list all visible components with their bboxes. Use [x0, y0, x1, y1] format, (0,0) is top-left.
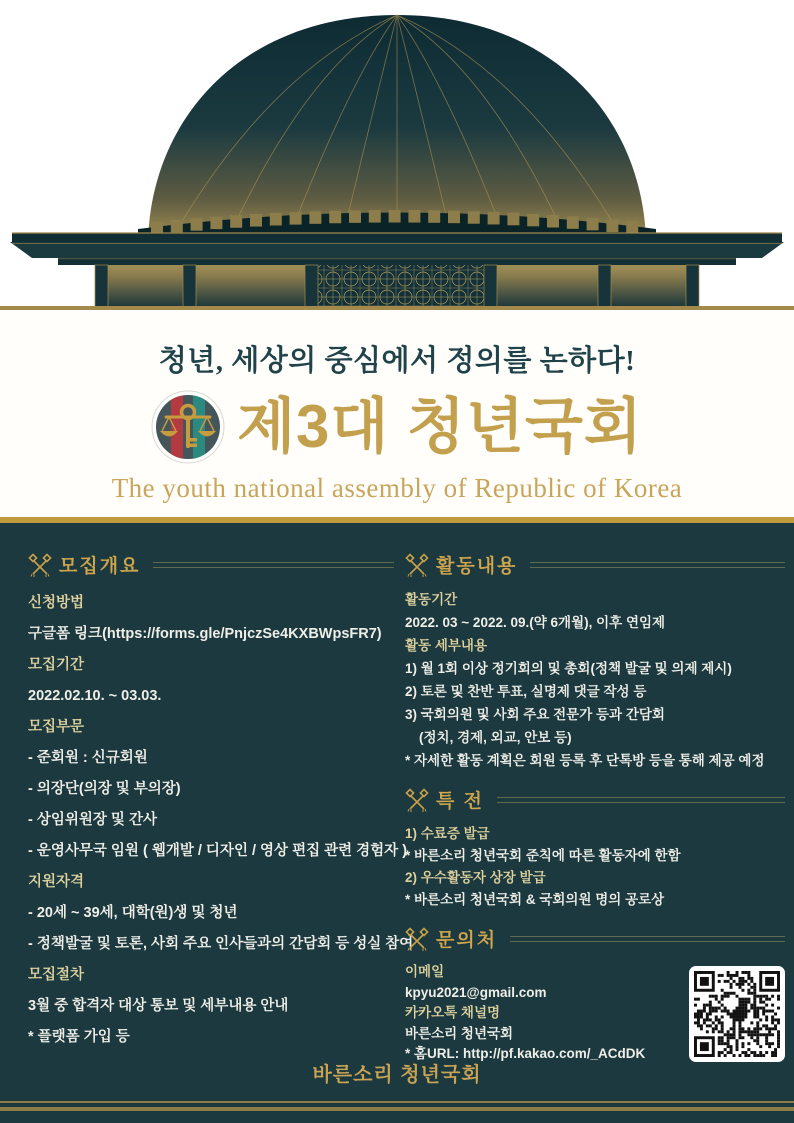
text-row: 모집기간 — [28, 657, 85, 673]
left-column — [28, 551, 414, 1065]
section-rule — [510, 936, 785, 942]
text-row: 2022. 03 ~ 2022. 09.(약 6개월), 이후 연임제 — [405, 615, 666, 630]
lattice-panel — [318, 265, 484, 308]
crossed-keys-icon — [28, 553, 52, 577]
section-activity — [405, 551, 785, 772]
text-row: 3) 국회의원 및 사회 주요 전문가 등과 간담회 — [405, 707, 665, 722]
section-recruit — [28, 551, 414, 1053]
text-row: 2) 우수활동자 상장 발급 — [405, 870, 546, 885]
section-rule — [153, 562, 394, 568]
content-section — [0, 523, 794, 1123]
text-row: * 자세한 활동 계획은 회원 등록 후 단톡방 등을 통해 제공 예정 — [405, 753, 765, 768]
tagline: 청년, 세상의 중심에서 정의를 논하다! — [158, 345, 636, 377]
section-header — [28, 551, 394, 578]
text-row: - 준회원 : 신규회원 — [28, 750, 148, 766]
section-benefit — [405, 786, 785, 911]
text-row: 활동기간 — [405, 592, 458, 607]
text-row: - 운영사무국 임원 ( 웹개발 / 디자인 / 영상 편집 관련 경험자 ) — [28, 843, 408, 859]
text-row: * 홈URL: http://pf.kakao.com/_ACdDK — [405, 1046, 646, 1061]
section-title: 활동내용 — [436, 556, 518, 577]
qr-code-pattern — [694, 971, 780, 1057]
text-row: 활동 세부내용 — [405, 638, 487, 653]
section-rule — [530, 562, 785, 568]
text-row: - 의장단(의장 및 부의장) — [28, 781, 181, 797]
building-svg — [0, 0, 794, 312]
qr-code — [689, 966, 785, 1062]
text-row: 모집부문 — [28, 719, 85, 735]
crossed-keys-icon — [405, 788, 429, 812]
text-row: 이메일 — [405, 964, 445, 979]
scales-key-logo-icon — [151, 390, 225, 464]
cornice-crown — [12, 233, 782, 242]
text-row: kpyu2021@gmail.com — [405, 984, 547, 1000]
cornice-fascia — [10, 242, 784, 258]
section-header — [405, 551, 785, 578]
text-row: 1) 월 1회 이상 정기회의 및 총회(정책 발굴 및 의제 제시) — [405, 661, 732, 676]
contact-flex — [405, 962, 785, 1065]
text-row: * 바른소리 청년국회 & 국회의원 명의 공로상 — [405, 892, 665, 907]
text-row: - 상임위원장 및 간사 — [28, 812, 157, 828]
text-row: 모집절차 — [28, 967, 85, 983]
text-row: * 바른소리 청년국회 준칙에 따른 활동자에 한함 — [405, 848, 681, 863]
text-row: 카카오톡 채널명 — [405, 1005, 501, 1020]
title-row — [0, 387, 794, 467]
section-header — [405, 786, 785, 813]
text-row: 2022.02.10. ~ 03.03. — [28, 688, 162, 704]
ground-line — [0, 306, 794, 310]
text-row: 2) 토론 및 찬반 투표, 실명제 댓글 작성 등 — [405, 684, 647, 699]
footer-double-rule — [0, 1101, 794, 1111]
assembly-building-illustration — [0, 0, 794, 312]
title-band — [0, 312, 794, 523]
crossed-keys-icon — [405, 553, 429, 577]
subtitle-english: The youth national assembly of Republic of Korea — [111, 473, 683, 503]
text-row: 지원자격 — [28, 874, 85, 890]
text-row: 3월 중 합격자 대상 통보 및 세부내용 안내 — [28, 998, 289, 1014]
section-rule — [497, 797, 785, 803]
text-row: 구글폼 링크(https://forms.gle/PnjczSe4KXBWpsFR7) — [28, 626, 382, 642]
section-title: 특 전 — [436, 791, 484, 812]
text-row: (정치, 경제, 외교, 안보 등) — [419, 730, 572, 745]
section-contact — [405, 925, 785, 1065]
section-rows — [405, 588, 785, 772]
text-row: - 20세 ~ 39세, 대학(원)생 및 청년 — [28, 905, 238, 921]
section-rows — [28, 588, 414, 1053]
section-rows — [405, 962, 681, 1065]
text-row: 신청방법 — [28, 595, 85, 611]
section-title: 문의처 — [436, 930, 498, 951]
text-row: - 정책발굴 및 토론, 사회 주요 인사들과의 간담회 등 성실 참여 — [28, 936, 414, 952]
section-title: 모집개요 — [59, 556, 141, 577]
text-row: * 플랫폼 가입 등 — [28, 1029, 130, 1045]
text-row: 바른소리 청년국회 — [405, 1025, 514, 1041]
crossed-keys-icon — [405, 927, 429, 951]
text-row: 1) 수료증 발급 — [405, 826, 490, 841]
section-rows — [405, 823, 785, 911]
footer-organization: 바른소리 청년국회 — [312, 1064, 482, 1086]
main-title: 제3대 청년국회 — [237, 393, 643, 460]
right-column — [405, 551, 785, 1077]
section-header — [405, 925, 785, 952]
